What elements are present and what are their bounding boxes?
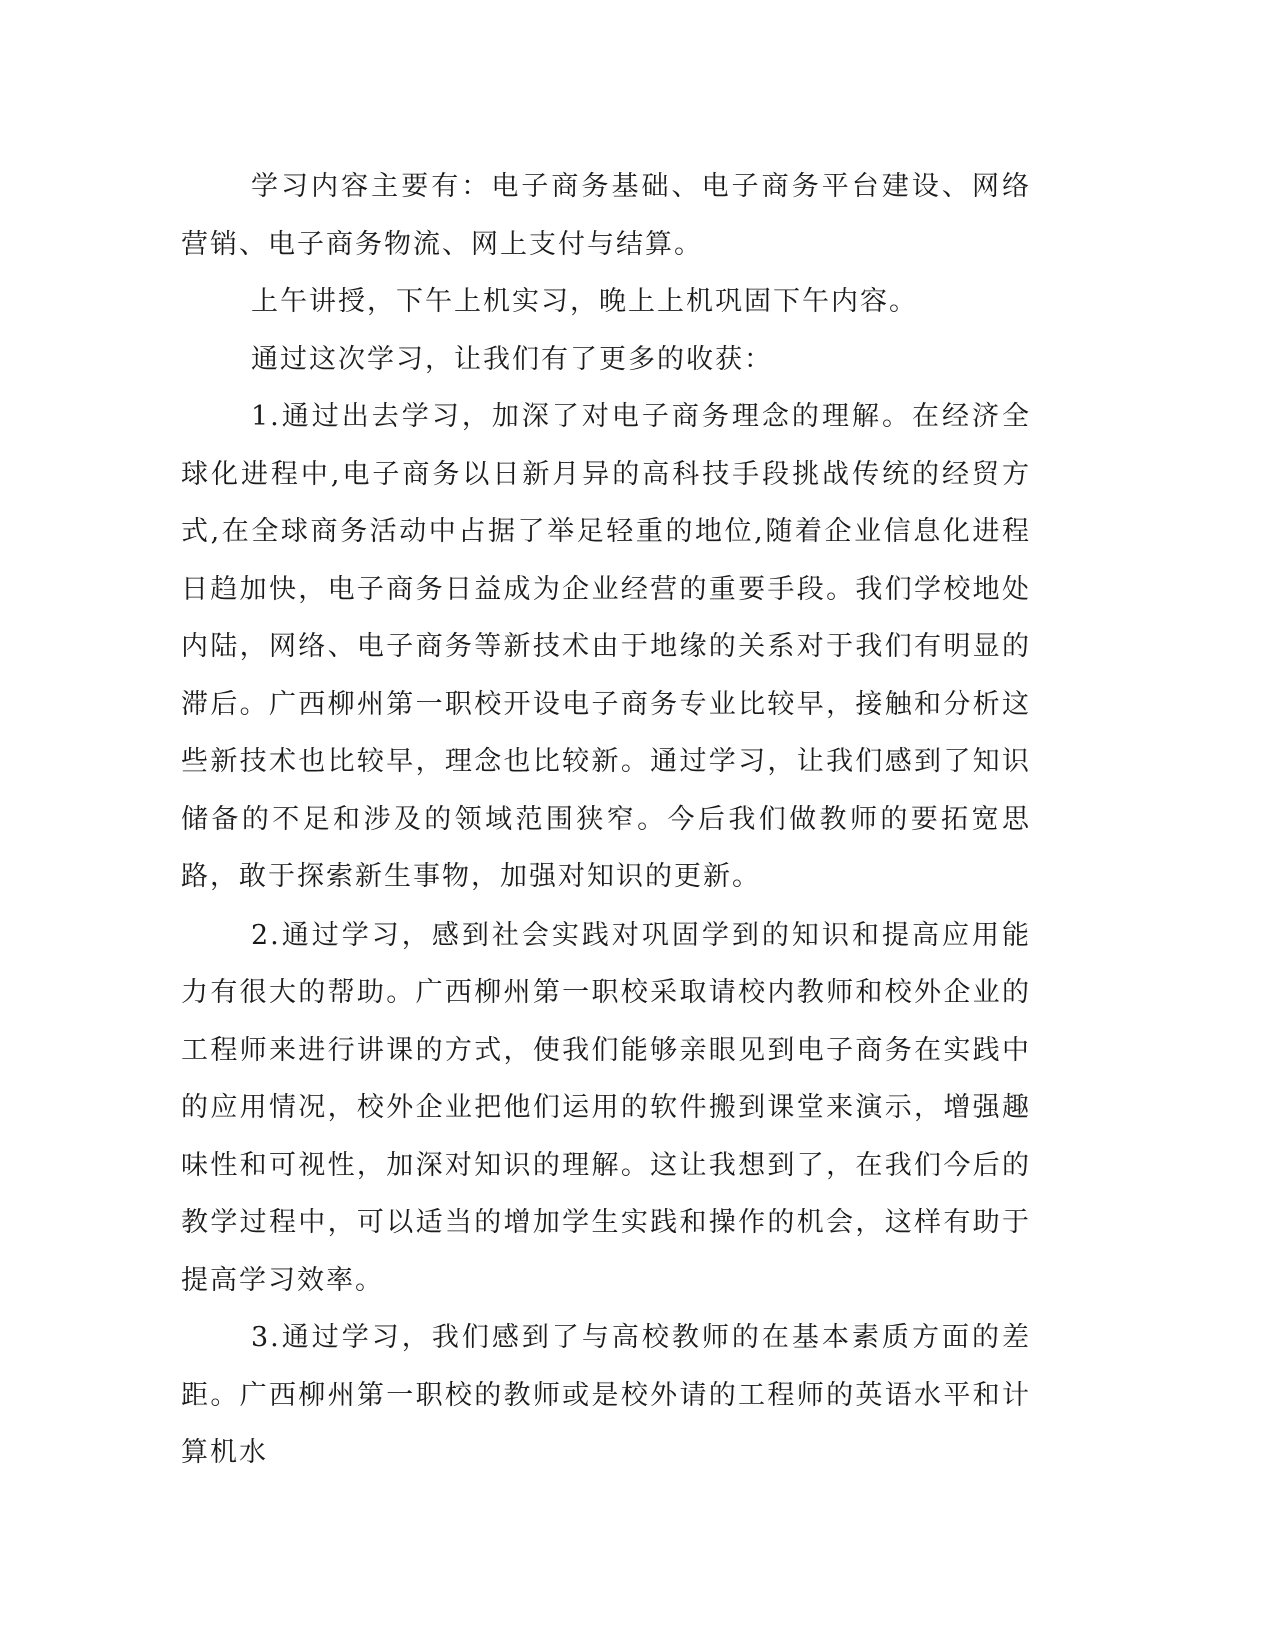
- paragraph-gains-intro: 通过这次学习，让我们有了更多的收获：: [251, 343, 773, 375]
- paragraph-point-3: 3.通过学习，我们感到了与高校教师的在基本素质方面的差距。广西柳州第一职校的教师或是校外请的工程师的英语水平和计算机水: [181, 1322, 1031, 1468]
- document-body: [181, 158, 1031, 1482]
- paragraph-schedule: 上午讲授，下午上机实习，晚上上机巩固下午内容。: [251, 286, 918, 317]
- paragraph-point-2: 2.通过学习，感到社会实践对巩固学到的知识和提高应用能力有很大的帮助。广西柳州第一职校采取请校内教师和校外企业的工程师来进行讲课的方式，使我们能够亲眼见到电子商务在实践中的应用情况，校外企业把他们运用的软件搬到课堂来演示，增强趣味性和可视性，加深对知识的理解。这让我想到了，在我们今后的教学过程中，可以适当的增加学生实践和操作的机会，这样有助于提高学习效率。: [181, 919, 1031, 1296]
- paragraph-study-content: 学习内容主要有：电子商务基础、电子商务平台建设、网络营销、电子商务物流、网上支付与结算。: [181, 171, 1031, 260]
- paragraph-point-1: 1.通过出去学习，加深了对电子商务理念的理解。在经济全球化进程中,电子商务以日新月异的高科技手段挑战传统的经贸方式,在全球商务活动中占据了举足轻重的地位,随着企业信息化进程日趋加快，电子商务日益成为企业经营的重要手段。我们学校地处内陆，网络、电子商务等新技术由于地缘的关系对于我们有明显的滞后。广西柳州第一职校开设电子商务专业比较早，接触和分析这些新技术也比较早，理念也比较新。通过学习，让我们感到了知识储备的不足和涉及的领域范围狭窄。今后我们做教师的要拓宽思路，敢于探索新生事物，加强对知识的更新。: [181, 401, 1031, 892]
